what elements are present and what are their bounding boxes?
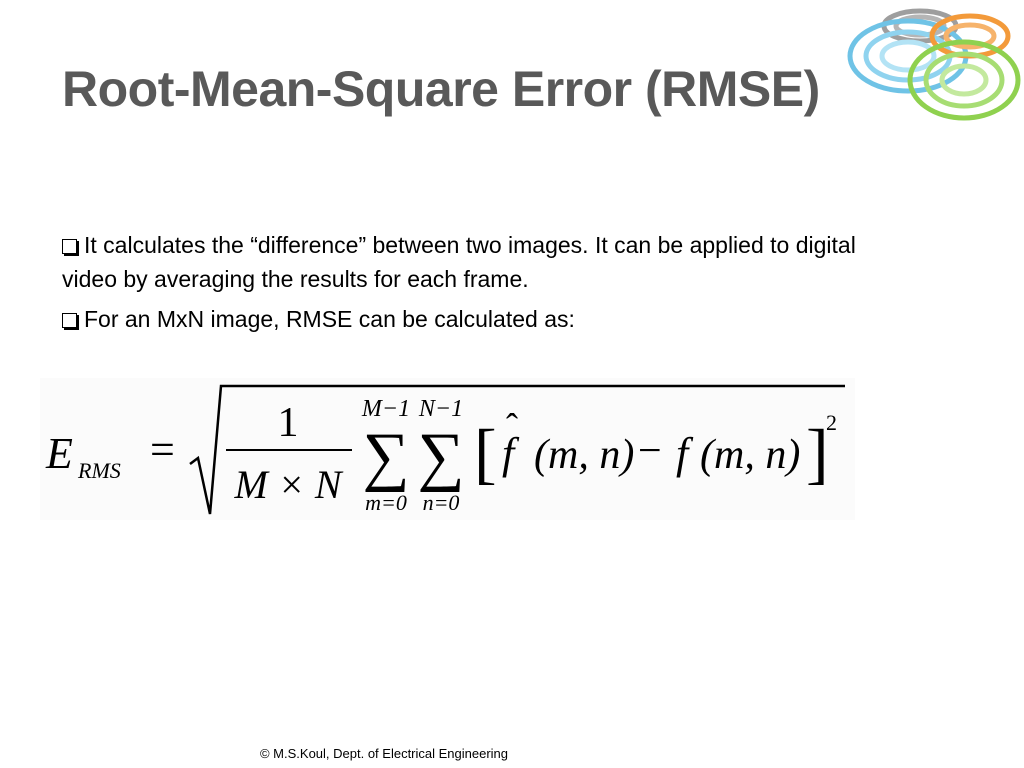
open-bracket: [ [474,415,497,491]
footer [0,746,1024,761]
bullet-item [62,302,882,336]
formula-args-2: (m, n) [700,432,801,478]
sum2-sigma: ∑ [417,420,465,493]
logo-ring-blue [882,42,934,70]
formula-numerator: 1 [277,400,299,446]
formula-f-hat: f [502,429,515,478]
sum1-lower: m=0 [365,490,407,515]
checkbox-bullet-icon [62,313,77,328]
bullet-text: It calculates the “difference” between two images. It can be applied to digital video by averaging the results for each frame. [62,232,856,292]
formula-lhs: E [46,429,73,478]
formula-lhs-subscript: RMS [78,458,121,483]
slide-title: Root-Mean-Square Error (RMSE) [62,61,820,117]
bullet-item [62,228,882,296]
formula-args-1: (m, n) [534,432,635,478]
rmse-formula [40,378,855,520]
sum2-upper: N−1 [418,396,464,422]
sum1-sigma: ∑ [362,420,410,493]
sum1-upper: M−1 [361,396,411,422]
formula-denominator: M × N [234,462,342,507]
formula-f: f [676,429,689,478]
bullet-list [62,228,882,342]
concentric-rings-logo [840,4,1024,128]
hat-accent: ˆ [506,406,518,446]
formula-exponent: 2 [826,410,837,435]
sum2-lower: n=0 [422,490,460,515]
formula-equals: = [150,425,175,474]
close-bracket: ] [806,415,829,491]
checkbox-bullet-icon [62,239,77,254]
formula-minus: − [638,428,662,474]
footer-copyright: © M.S.Koul, Dept. of Electrical Engineering [259,746,509,761]
bullet-text: For an MxN image, RMSE can be calculated as: [84,306,575,332]
